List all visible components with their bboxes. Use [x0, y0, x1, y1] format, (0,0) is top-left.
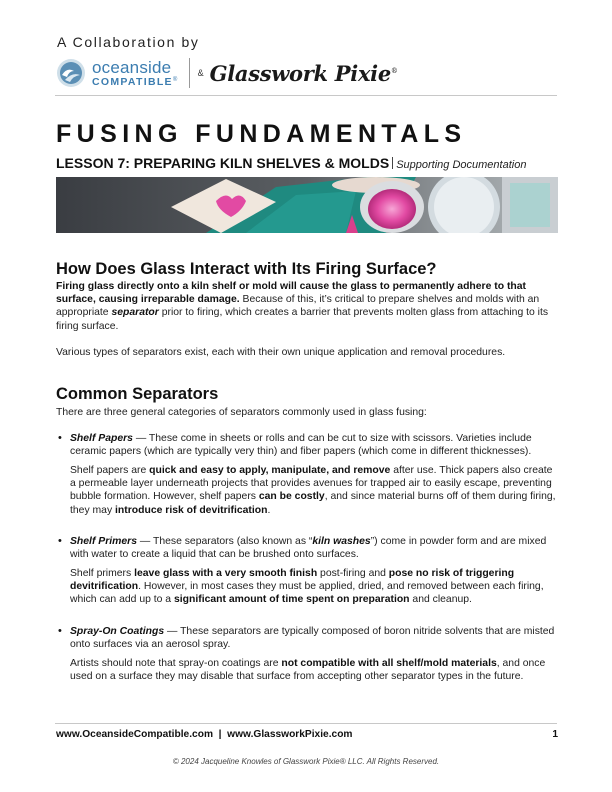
partner-logos — [56, 55, 398, 91]
shelf-primers-desc: Shelf Primers — These separators (also known as “kiln washes”) come in powder form and are mixed with water to create a liquid that can be brushed onto surfaces. — [70, 536, 547, 561]
oceanside-wordmark — [92, 59, 179, 88]
oceanside-top-text: oceanside — [92, 57, 172, 77]
footer-links[interactable]: www.OceansideCompatible.com | www.GlassworkPixie.com — [56, 729, 353, 740]
logo-ampersand: & — [197, 68, 204, 78]
banner-image — [56, 177, 558, 233]
section-heading-separators: Common Separators — [56, 385, 219, 403]
bullet-shelf-papers: • — [58, 432, 62, 444]
paragraph-interaction: Firing glass directly onto a kiln shelf or mold will cause the glass to permanently adhere to that surface, causing irreparable damage. Because of this, it’s critical to prepare shelves and molds with an appropriate separator prior to firing, which creates a barrier that prevents molten glass from attaching to its firing surface. — [56, 281, 549, 332]
footer — [56, 729, 558, 740]
glasswork-pixie-wordmark: Glasswork Pixie® — [209, 60, 398, 86]
lesson-heading — [56, 155, 526, 173]
section-heading-interaction: How Does Glass Interact with Its Firing Surface? — [56, 260, 437, 278]
logo-divider — [189, 58, 190, 88]
paragraph-separator-types: Various types of separators exist, each with their own unique application and removal procedures. — [56, 347, 506, 358]
header-divider — [55, 95, 557, 96]
collaboration-label: A Collaboration by — [57, 34, 200, 50]
separators-intro: There are three general categories of separators commonly used in glass fusing: — [56, 407, 427, 418]
oceanside-bottom-text: COMPATIBLE® — [92, 75, 179, 88]
spray-coatings-detail: Artists should note that spray-on coatings are not compatible with all shelf/mold materials, and once used on a surface they may disable that surface from accepting other separator types in the future. — [70, 658, 546, 683]
spray-coatings-desc: Spray-On Coatings — These separators are typically composed of boron nitride solvents that are misted onto surfaces via an aerosol spray. — [70, 626, 555, 651]
lesson-title: LESSON 7: PREPARING KILN SHELVES & MOLDS — [56, 155, 390, 171]
page-title: FUSING FUNDAMENTALS — [56, 120, 467, 148]
oceanside-logo-icon — [56, 58, 86, 88]
shelf-primers-detail: Shelf primers leave glass with a very smooth finish post-firing and pose no risk of triggering devitrification. However, in most cases they must be applied, dried, and removed between each firing, which can add up to a significant amount of time spent on preparation and cleanup. — [70, 568, 544, 606]
lesson-separator — [392, 157, 393, 169]
footer-divider — [55, 723, 557, 724]
shelf-papers-detail: Shelf papers are quick and easy to apply, manipulate, and remove after use. Thick papers also create a permeable layer underneath projects that provides avenues for trapped air to easily escape, preventing bubble formation. However, shelf papers can be costly, and since material burns off of them during firing, they may introduce risk of devitrification. — [70, 465, 556, 516]
lesson-subtitle: Supporting Documentation — [396, 159, 527, 171]
bullet-spray-coatings: • — [58, 625, 62, 637]
copyright: © 2024 Jacqueline Knowles of Glasswork Pixie® LLC. All Rights Reserved. — [172, 757, 440, 766]
bullet-shelf-primers: • — [58, 535, 62, 547]
shelf-papers-desc: Shelf Papers — These come in sheets or rolls and can be cut to size with scissors. Varieties include ceramic papers (which are typically very thin) and fiber papers (which come in different thicknesses). — [70, 433, 532, 458]
page-number: 1 — [552, 729, 558, 740]
